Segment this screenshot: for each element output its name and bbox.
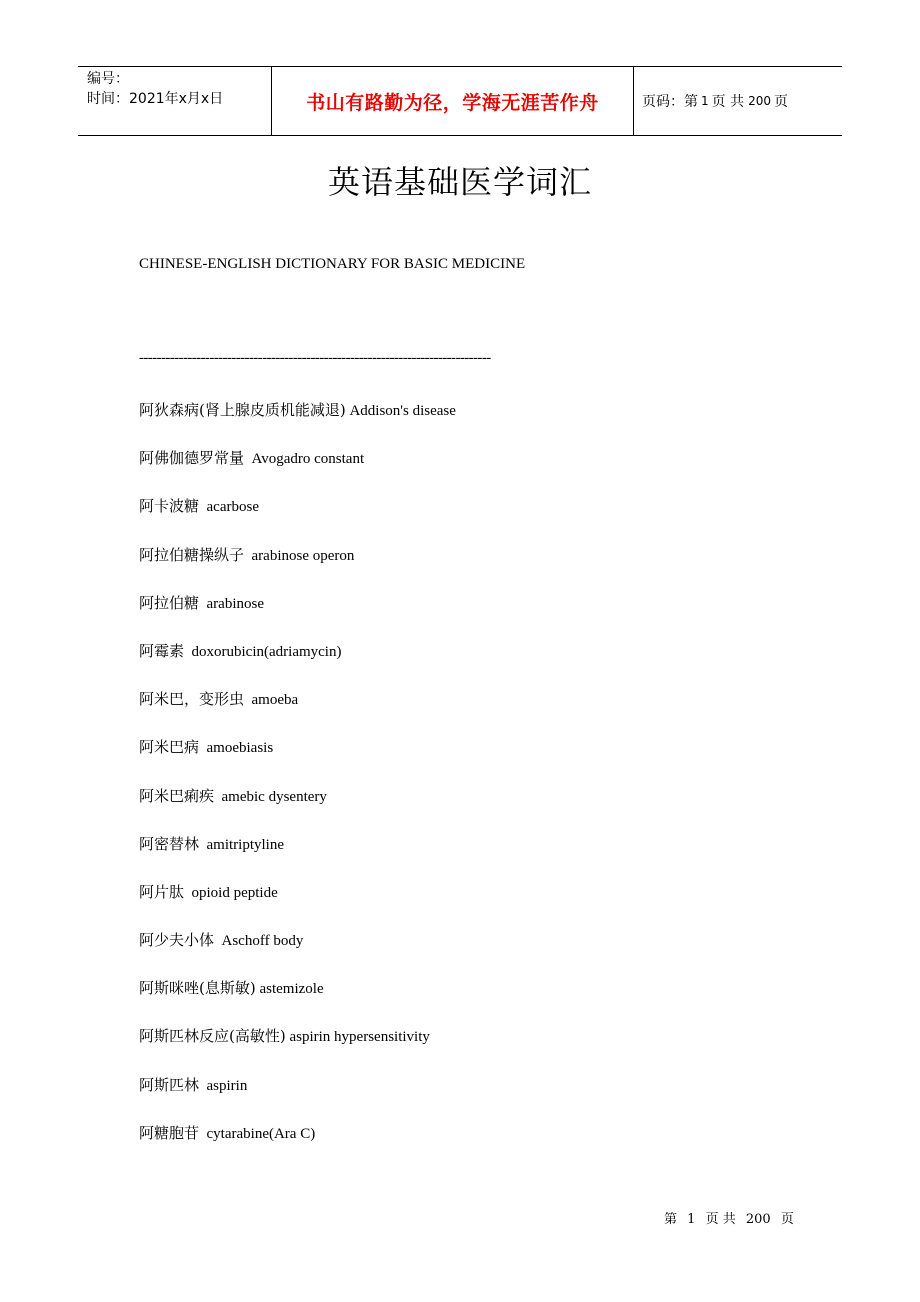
footer-suffix: 页 xyxy=(780,1212,794,1227)
header-motto: 书山有路勤为径，学海无涯苦作舟 xyxy=(306,91,599,114)
entry-chinese-term: 阿霉素 xyxy=(139,641,185,660)
page-subtitle: CHINESE-ENGLISH DICTIONARY FOR BASIC MEDICINE xyxy=(139,256,526,272)
glossary-entry xyxy=(139,832,456,880)
glossary-entry xyxy=(139,880,456,928)
entry-english-term: arabinose xyxy=(199,595,264,612)
entry-english-term: aspirin hypersensitivity xyxy=(285,1029,430,1046)
header-page-suffix: 页 xyxy=(774,94,788,110)
entry-english-term: opioid peptide xyxy=(184,884,278,901)
page-title: 英语基础医学词汇 xyxy=(327,163,592,201)
glossary-entry xyxy=(139,1024,456,1072)
entry-english-term: amitriptyline xyxy=(199,836,284,853)
entry-english-term: doxorubicin(adriamycin) xyxy=(184,643,342,660)
document-time: 时间：2021年x月x日 xyxy=(87,91,224,107)
page-footer xyxy=(664,1208,794,1227)
entry-chinese-term: 阿米巴病 xyxy=(139,738,200,757)
document-number-label: 编号： xyxy=(87,71,129,87)
entry-english-term: acarbose xyxy=(199,499,259,516)
header-motto-cell xyxy=(272,67,634,135)
glossary-list xyxy=(139,398,456,1169)
entry-english-term: Avogadro constant xyxy=(244,451,365,468)
entry-chinese-term: 阿斯匹林 xyxy=(139,1075,200,1094)
entry-english-term: Addison's disease xyxy=(345,403,456,419)
entry-chinese-term: 阿片肽 xyxy=(139,882,185,901)
entry-english-term: arabinose operon xyxy=(244,547,355,564)
entry-chinese-term: 阿佛伽德罗常量 xyxy=(139,449,245,468)
entry-english-term: aspirin xyxy=(199,1077,248,1094)
entry-english-term: amoebiasis xyxy=(199,740,274,757)
footer-page-total: 200 xyxy=(745,1212,771,1227)
glossary-entry xyxy=(139,398,456,446)
entry-chinese-term: 阿米巴，变形虫 xyxy=(139,690,245,709)
document-header xyxy=(78,66,842,136)
glossary-entry xyxy=(139,591,456,639)
footer-prefix: 第 xyxy=(664,1212,678,1227)
header-meta-cell xyxy=(78,67,272,135)
entry-chinese-term: 阿密替林 xyxy=(139,834,200,853)
footer-mid: 页 共 xyxy=(705,1212,736,1227)
header-page-cell xyxy=(634,67,842,135)
glossary-entry xyxy=(139,1073,456,1121)
dashed-divider: -------------------------------------------------------------------------------- xyxy=(139,350,491,366)
entry-english-term: Aschoff body xyxy=(214,933,304,950)
entry-english-term: cytarabine(Ara C) xyxy=(199,1125,316,1142)
entry-english-term: amebic dysentery xyxy=(214,788,327,805)
glossary-entry xyxy=(139,928,456,976)
glossary-entry xyxy=(139,976,456,1024)
header-page-mid: 页 共 xyxy=(711,94,745,110)
glossary-entry xyxy=(139,446,456,494)
glossary-entry xyxy=(139,735,456,783)
entry-chinese-term: 阿斯咪唑(息斯敏) xyxy=(139,979,256,998)
header-page-total: 200 xyxy=(748,94,771,108)
entry-chinese-term: 阿少夫小体 xyxy=(139,931,215,950)
glossary-entry xyxy=(139,784,456,832)
entry-chinese-term: 阿狄森病(肾上腺皮质机能减退) xyxy=(139,401,346,419)
entry-chinese-term: 阿米巴痢疾 xyxy=(139,786,215,805)
glossary-entry xyxy=(139,639,456,687)
header-page-current: 1 xyxy=(701,94,709,108)
entry-english-term: astemizole xyxy=(255,981,324,998)
footer-page-current: 1 xyxy=(687,1212,696,1227)
glossary-entry xyxy=(139,494,456,542)
entry-chinese-term: 阿拉伯糖操纵子 xyxy=(139,545,245,564)
glossary-entry xyxy=(139,687,456,735)
entry-chinese-term: 阿糖胞苷 xyxy=(139,1123,200,1142)
glossary-entry xyxy=(139,543,456,591)
entry-chinese-term: 阿拉伯糖 xyxy=(139,593,200,612)
entry-chinese-term: 阿卡波糖 xyxy=(139,497,200,516)
entry-english-term: amoeba xyxy=(244,692,299,709)
entry-chinese-term: 阿斯匹林反应(高敏性) xyxy=(139,1027,286,1046)
glossary-entry xyxy=(139,1121,456,1169)
header-page-prefix: 页码：第 xyxy=(642,94,698,110)
